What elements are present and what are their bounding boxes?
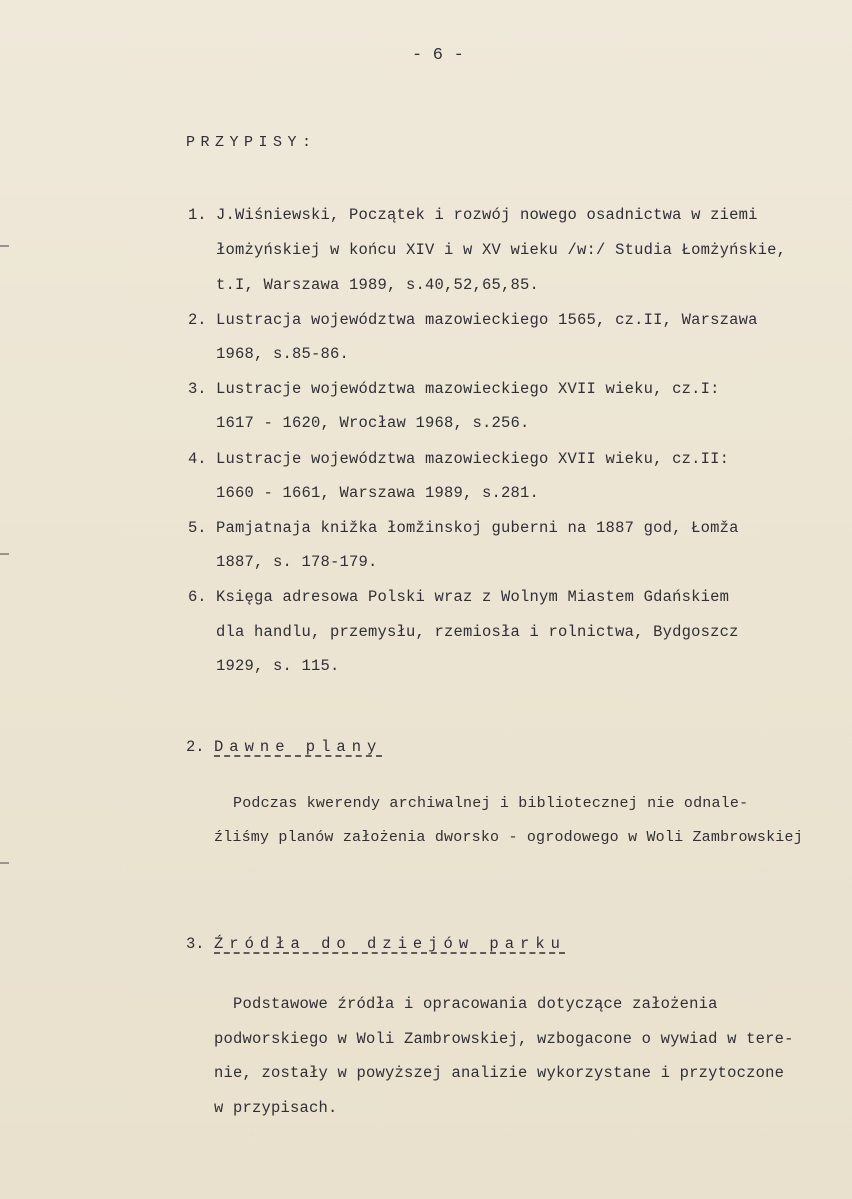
page-number: - 6 - xyxy=(412,46,465,65)
footnote-line: J.Wiśniewski, Początek i rozwój nowego osadnictwa w ziemi xyxy=(216,206,758,224)
section-title: Źródła do dziejów parku xyxy=(214,935,566,953)
footnote-number: 4. xyxy=(188,450,207,468)
section-number: 2. xyxy=(186,738,205,756)
section-title: Dawne plany xyxy=(214,738,383,756)
footnote-line: Pamjatnaja knižka łomžinskoj guberni na 1887 god, Łomža xyxy=(216,519,739,537)
footnote-line: Lustracje województwa mazowieckiego XVII wieku, cz.I: xyxy=(216,380,720,398)
footnote-line: 1660 - 1661, Warszawa 1989, s.281. xyxy=(216,484,540,502)
footnote-line: 1617 - 1620, Wrocław 1968, s.256. xyxy=(216,414,530,432)
footnote-line: 1929, s. 115. xyxy=(216,657,340,675)
footnote-line: łomżyńskiej w końcu XIV i w XV wieku /w:/ Studia Łomżyńskie, xyxy=(216,241,787,259)
footnote-line: Księga adresowa Polski wraz z Wolnym Miastem Gdańskiem xyxy=(216,588,730,606)
margin-tick xyxy=(0,245,9,247)
paragraph-line: w przypisach. xyxy=(214,1099,338,1117)
margin-tick xyxy=(0,553,9,555)
footnote-line: 1887, s. 178-179. xyxy=(216,553,378,571)
paragraph-line: Podstawowe źródła i opracowania dotyczące założenia xyxy=(233,995,718,1013)
margin-tick xyxy=(0,862,9,864)
paragraph-line: nie, zostały w powyższej analizie wykorzystane i przytoczone xyxy=(214,1064,785,1082)
footnotes-heading: PRZYPISY: xyxy=(186,134,317,151)
section-number: 3. xyxy=(186,935,205,953)
footnote-number: 2. xyxy=(188,311,207,329)
footnote-line: dla handlu, przemysłu, rzemiosła i rolnictwa, Bydgoszcz xyxy=(216,623,739,641)
footnote-number: 6. xyxy=(188,588,207,606)
paragraph-line: podworskiego w Woli Zambrowskiej, wzbogacone o wywiad w tere- xyxy=(214,1030,794,1048)
footnote-line: Lustracje województwa mazowieckiego XVII wieku, cz.II: xyxy=(216,450,730,468)
footnote-number: 3. xyxy=(188,380,207,398)
footnote-number: 5. xyxy=(188,519,207,537)
paragraph-line: Podczas kwerendy archiwalnej i bibliotecznej nie odnale- xyxy=(233,795,749,812)
footnote-line: 1968, s.85-86. xyxy=(216,345,350,363)
footnote-number: 1. xyxy=(188,206,207,224)
footnote-line: Lustracja województwa mazowieckiego 1565, cz.II, Warszawa xyxy=(216,311,758,329)
paragraph-line: źliśmy planów założenia dworsko - ogrodowego w Woli Zambrowskiej xyxy=(214,829,803,846)
footnote-line: t.I, Warszawa 1989, s.40,52,65,85. xyxy=(216,276,540,294)
